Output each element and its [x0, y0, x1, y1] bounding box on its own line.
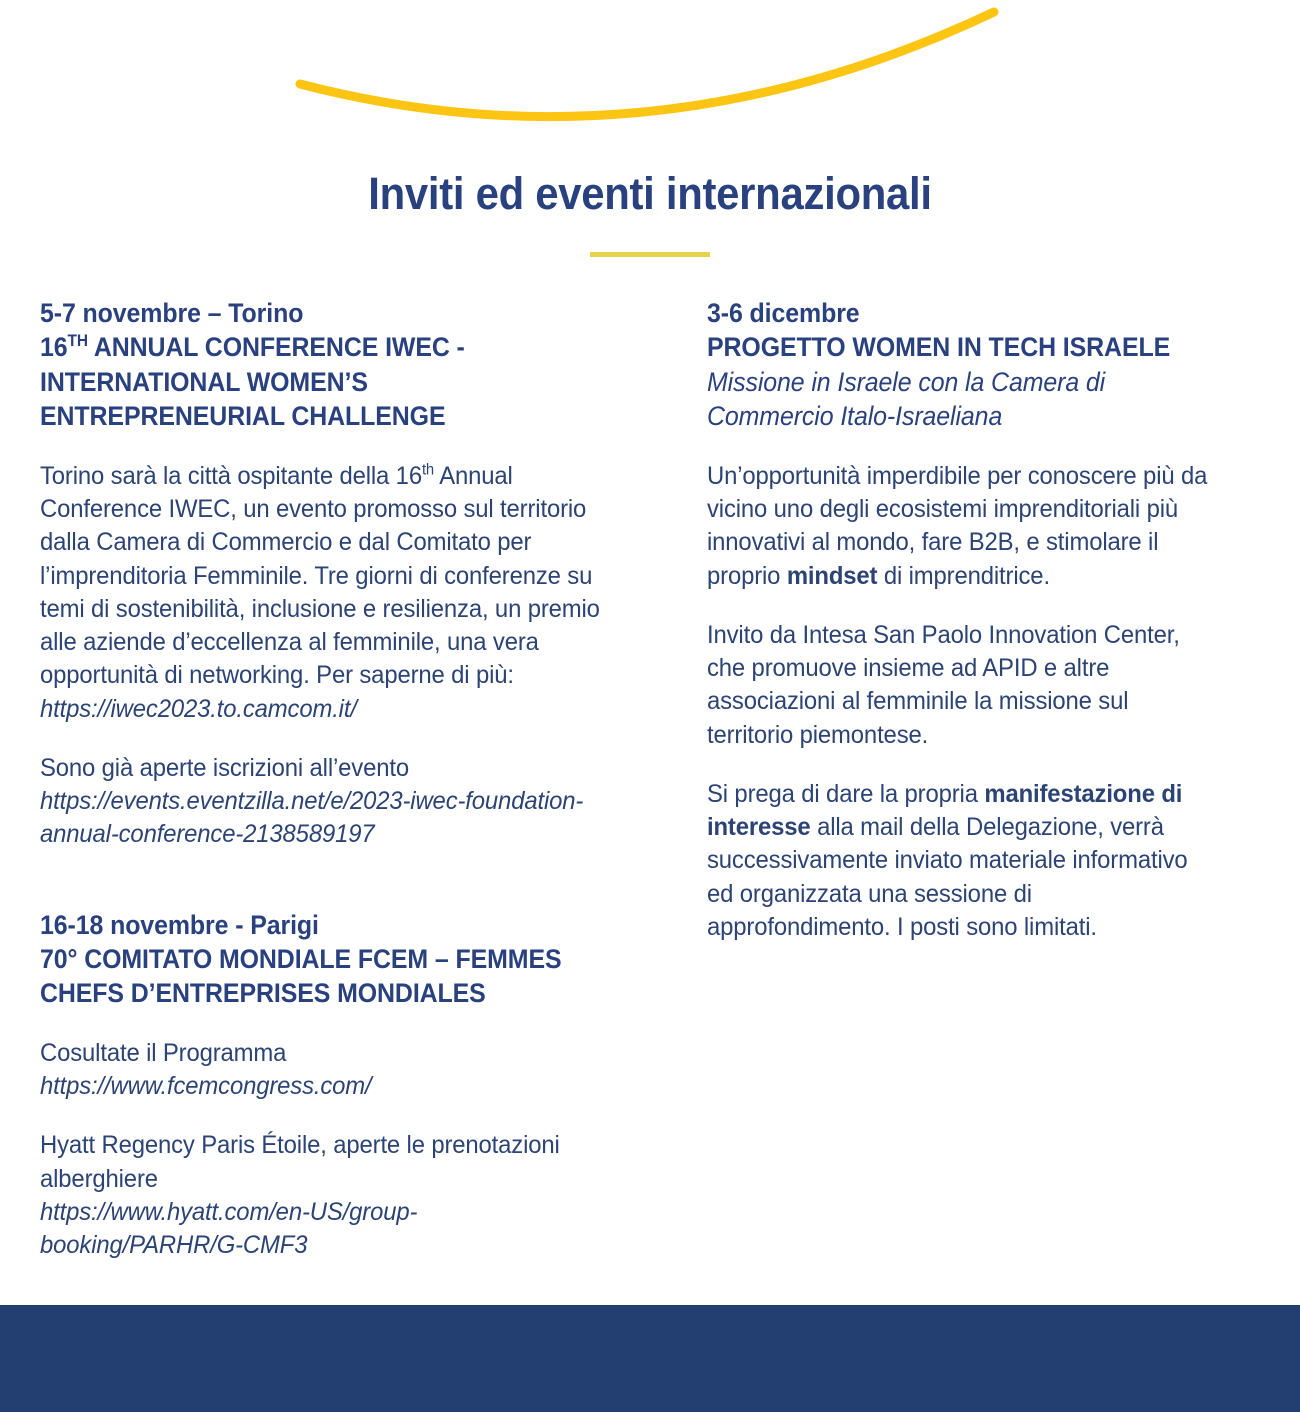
event-title: 70° COMITATO MONDIALE FCEM – FEMMES CHEFS D’ENTREPRISES MONDIALES	[40, 943, 562, 1009]
right-column	[672, 296, 1300, 944]
event-interest-paragraph	[707, 778, 1216, 944]
paragraph-text-b: di imprenditrice.	[877, 561, 1050, 590]
paragraph-emphasis: mindset	[786, 561, 878, 590]
paragraph-text-a: Si prega di dare la propria	[707, 779, 985, 808]
event-url-link[interactable]: https://iwec2023.to.camcom.it/	[40, 694, 357, 723]
event-programme-url-link[interactable]: https://www.fcemcongress.com/	[40, 1072, 372, 1101]
event-title-ordinal-suffix: TH	[67, 332, 88, 351]
event-subtitle: Missione in Israele con la Camera di Commercio Italo-Israeliana	[707, 366, 1106, 432]
event-title-number: 16	[40, 332, 68, 363]
title-divider-rule	[590, 252, 710, 257]
paragraph-text: Cosultate il Programma	[40, 1038, 287, 1067]
event-title-rest: ANNUAL CONFERENCE IWEC - INTERNATIONAL WOMEN’S ENTREPRENEURIAL CHALLENGE	[40, 332, 465, 432]
event-block-iwec	[40, 296, 640, 852]
paragraph-text-a: Invito da Intesa San Paolo Innovation Center, che promuove insieme ad APID e altre associazioni al femminile la missione sul territorio piemontese.	[707, 620, 1180, 749]
paragraph-emphasis: manifestazione di interesse	[707, 779, 1183, 841]
paragraph-text-a: Un’opportunità imperdibile per conoscere più da vicino uno degli ecosistemi imprenditoriali più innovativi al mondo, fare B2B, e stimolare il proprio	[707, 461, 1208, 590]
paragraph-text: Sono già aperte iscrizioni all’evento	[40, 753, 409, 782]
event-programme-paragraph	[40, 1037, 613, 1104]
event-registration-url-link[interactable]: https://events.eventzilla.net/e/2023-iwec-foundation-annual-conference-2138589197	[40, 787, 584, 849]
event-date: 3-6 dicembre	[707, 298, 860, 328]
footer-bar	[0, 1305, 1300, 1412]
event-block-women-in-tech	[707, 296, 1240, 944]
event-title	[40, 330, 604, 433]
event-description-paragraph	[707, 460, 1216, 593]
paragraph-text-b: alla mail della Delegazione, verrà successivamente inviato materiale informativo ed organizzata una sessione di approfondimento. I posti sono limitati.	[707, 813, 1188, 941]
decorative-arc-icon	[0, 0, 1300, 160]
event-title: PROGETTO WOMEN IN TECH ISRAELE	[707, 332, 1171, 363]
event-hotel-paragraph	[40, 1129, 613, 1262]
page-title: Inviti ed eventi internazionali	[368, 168, 932, 219]
paragraph-text-b: Annual Conference IWEC, un evento promosso sul territorio dalla Camera di Commercio e dal Comitato per l’imprenditoria Femminile. Tre giorni di conferenze su temi di sostenibilità, inclusione e resilienza, un premio alle aziende d’eccellenza al femminile, una vera opportunità di networking. Per saperne di più:	[40, 461, 600, 690]
event-date: 16-18 novembre - Parigi	[40, 909, 319, 940]
event-description-paragraph	[40, 460, 613, 726]
event-block-fcem	[40, 908, 640, 1263]
content-columns	[0, 296, 1300, 1262]
ordinal-suffix: th	[421, 461, 435, 479]
event-invitation-paragraph	[707, 619, 1216, 752]
event-registration-paragraph	[40, 752, 613, 852]
paragraph-text: Hyatt Regency Paris Étoile, aperte le prenotazioni alberghiere	[40, 1131, 560, 1193]
event-hotel-url-link[interactable]: https://www.hyatt.com/en-US/group-booking/PARHR/G-CMF3	[40, 1197, 418, 1260]
left-column	[0, 296, 672, 1262]
event-date: 5-7 novembre – Torino	[40, 298, 304, 328]
paragraph-text-a: Torino sarà la città ospitante della 16	[40, 461, 422, 490]
